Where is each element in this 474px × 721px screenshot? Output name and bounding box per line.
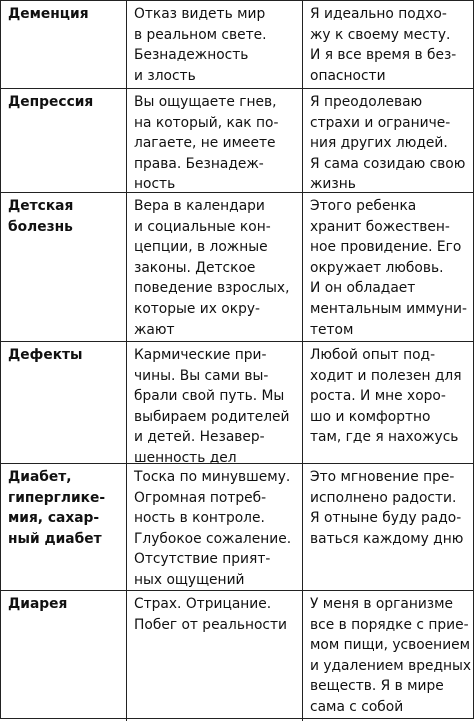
- term-cell: [1, 464, 126, 591]
- affirmation-cell-line: Я отныне буду радо-: [310, 510, 462, 527]
- affirmation-cell-line: Я преодолеваю: [310, 94, 423, 110]
- cause-cell-line: права. Безнадеж-: [134, 155, 264, 172]
- affirmation-cell: [302, 464, 473, 591]
- affirmation-cell-line: ментальным иммуни-: [310, 300, 467, 317]
- affirmation-cell-line: шо и комфортно: [310, 408, 431, 425]
- term-cell-line: Детская: [8, 198, 74, 214]
- cause-cell-line: Отсутствие прият-: [134, 551, 271, 568]
- cause-cell-line: Вы ощущаете гнев,: [134, 94, 277, 110]
- cause-cell-line: брали свой путь. Мы: [134, 388, 285, 405]
- affirmation-cell-line: и удалением вредных: [310, 657, 472, 674]
- affirmation-cell-line: страхи и ограниче-: [310, 114, 451, 131]
- term-cell-line: Дефекты: [8, 347, 83, 363]
- affirmation-cell-line: опасности: [310, 67, 386, 84]
- affirmation-cell-line: ходит и полезен для: [310, 367, 462, 384]
- affirmation-cell-line: У меня в организме: [310, 596, 454, 612]
- term-cell-line: Депрессия: [8, 94, 94, 110]
- affirmation-cell-line: веществ. Я в мире: [310, 678, 444, 695]
- cause-cell-line: Вера в календари: [134, 198, 265, 214]
- cause-cell-line: на который, как по-: [134, 114, 279, 131]
- cause-cell: [126, 464, 302, 591]
- cause-cell: [126, 89, 302, 193]
- affirmation-cell-line: тетом: [310, 321, 354, 338]
- term-cell-line: Деменция: [8, 6, 89, 22]
- term-cell: [1, 1, 126, 88]
- term-cell-line: ный диабет: [8, 530, 102, 547]
- cause-cell-line: Глубокое сожаление.: [134, 530, 292, 547]
- cause-cell-line: и социальные кон-: [134, 218, 271, 235]
- cause-cell-line: и злость: [134, 67, 196, 84]
- affirmation-cell-line: Я идеально подхо-: [310, 6, 447, 22]
- table-row: [1, 341, 473, 464]
- cause-cell-line: выбираем родителей: [134, 408, 290, 425]
- cause-cell: [126, 1, 302, 88]
- cause-cell-line: чины. Вы сами вы-: [134, 367, 269, 384]
- affirmation-cell-line: Этого ребенка: [310, 198, 417, 214]
- cause-cell-line: ность: [134, 176, 176, 193]
- affirmation-cell-line: хранит божествен-: [310, 218, 450, 235]
- affirmation-cell-line: И он обладает: [310, 280, 416, 297]
- term-cell: [1, 342, 126, 464]
- cause-cell-line: Тоска по минувшему.: [134, 469, 291, 485]
- affirmation-cell-line: ваться каждому дню: [310, 530, 464, 547]
- affirmation-cell: [302, 89, 473, 193]
- cause-cell-line: Безнадежность: [134, 47, 249, 64]
- term-cell: [1, 591, 126, 721]
- affirmation-cell-line: жу к своему месту.: [310, 26, 451, 43]
- cause-cell-line: в реальном свете.: [134, 26, 267, 43]
- cause-cell: [126, 342, 302, 464]
- cause-cell-line: лагаете, не имеете: [134, 135, 276, 152]
- cause-cell-line: поведение взрослых,: [134, 280, 290, 297]
- affirmation-cell-line: мом пищи, усвоением: [310, 637, 471, 654]
- affirmation-cell-line: исполнено радости.: [310, 489, 457, 506]
- cause-cell-line: Кармические при-: [134, 347, 267, 363]
- cause-cell-line: ных ощущений: [134, 571, 245, 588]
- affirmation-cell-line: все в порядке с прие-: [310, 616, 469, 633]
- affirmation-cell: [302, 1, 473, 88]
- cause-cell: [126, 193, 302, 342]
- affirmation-cell-line: сама с собой: [310, 698, 404, 715]
- cause-cell-line: жают: [134, 321, 175, 338]
- term-cell-line: Диабет,: [8, 469, 72, 485]
- affirmation-cell-line: ния других людей.: [310, 135, 448, 152]
- affirmation-cell-line: Я сама созидаю свою: [310, 155, 466, 172]
- cause-cell-line: ность в контроле.: [134, 510, 265, 527]
- term-cell-line: гипергликe-: [8, 489, 106, 506]
- cause-cell-line: шенность дел: [134, 449, 237, 466]
- affirmation-cell-line: окружает любовь.: [310, 259, 444, 276]
- cause-cell-line: законы. Детское: [134, 259, 256, 276]
- affirmation-cell: [302, 193, 473, 342]
- table-row: [1, 590, 473, 721]
- cause-cell-line: Отказ видеть мир: [134, 6, 266, 22]
- affirmation-cell-line: Любой опыт под-: [310, 347, 436, 363]
- affirmation-cell: [302, 342, 473, 464]
- affirmation-cell-line: Это мгновение пре-: [310, 469, 455, 485]
- cause-cell-line: Огромная потреб-: [134, 489, 267, 506]
- cause-cell-line: Страх. Отрицание.: [134, 596, 272, 612]
- cause-cell-line: и детей. Незавер-: [134, 429, 265, 446]
- table-row: [1, 88, 473, 193]
- table-row: [1, 192, 473, 342]
- table-row: [1, 1, 473, 88]
- affirmation-cell-line: роста. И мне хоро-: [310, 388, 446, 405]
- cause-cell-line: Побег от реальности: [134, 616, 288, 633]
- cause-cell-line: цепции, в ложные: [134, 239, 268, 256]
- affirmation-cell-line: И я все время в без-: [310, 47, 457, 64]
- term-cell-line: мия, сахар-: [8, 510, 100, 527]
- term-cell-line: Диарея: [8, 596, 68, 612]
- cause-cell: [126, 591, 302, 721]
- affirmation-cell-line: жизнь: [310, 176, 356, 193]
- term-cell-line: болезнь: [8, 218, 73, 235]
- affirmation-cell-line: ное провидение. Его: [310, 239, 462, 256]
- term-cell: [1, 89, 126, 193]
- affirmation-cell-line: там, где я нахожусь: [310, 429, 459, 446]
- affirmation-cell: [302, 591, 473, 721]
- cause-cell-line: которые их окру-: [134, 300, 260, 317]
- term-cell: [1, 193, 126, 342]
- table-row: [1, 463, 473, 591]
